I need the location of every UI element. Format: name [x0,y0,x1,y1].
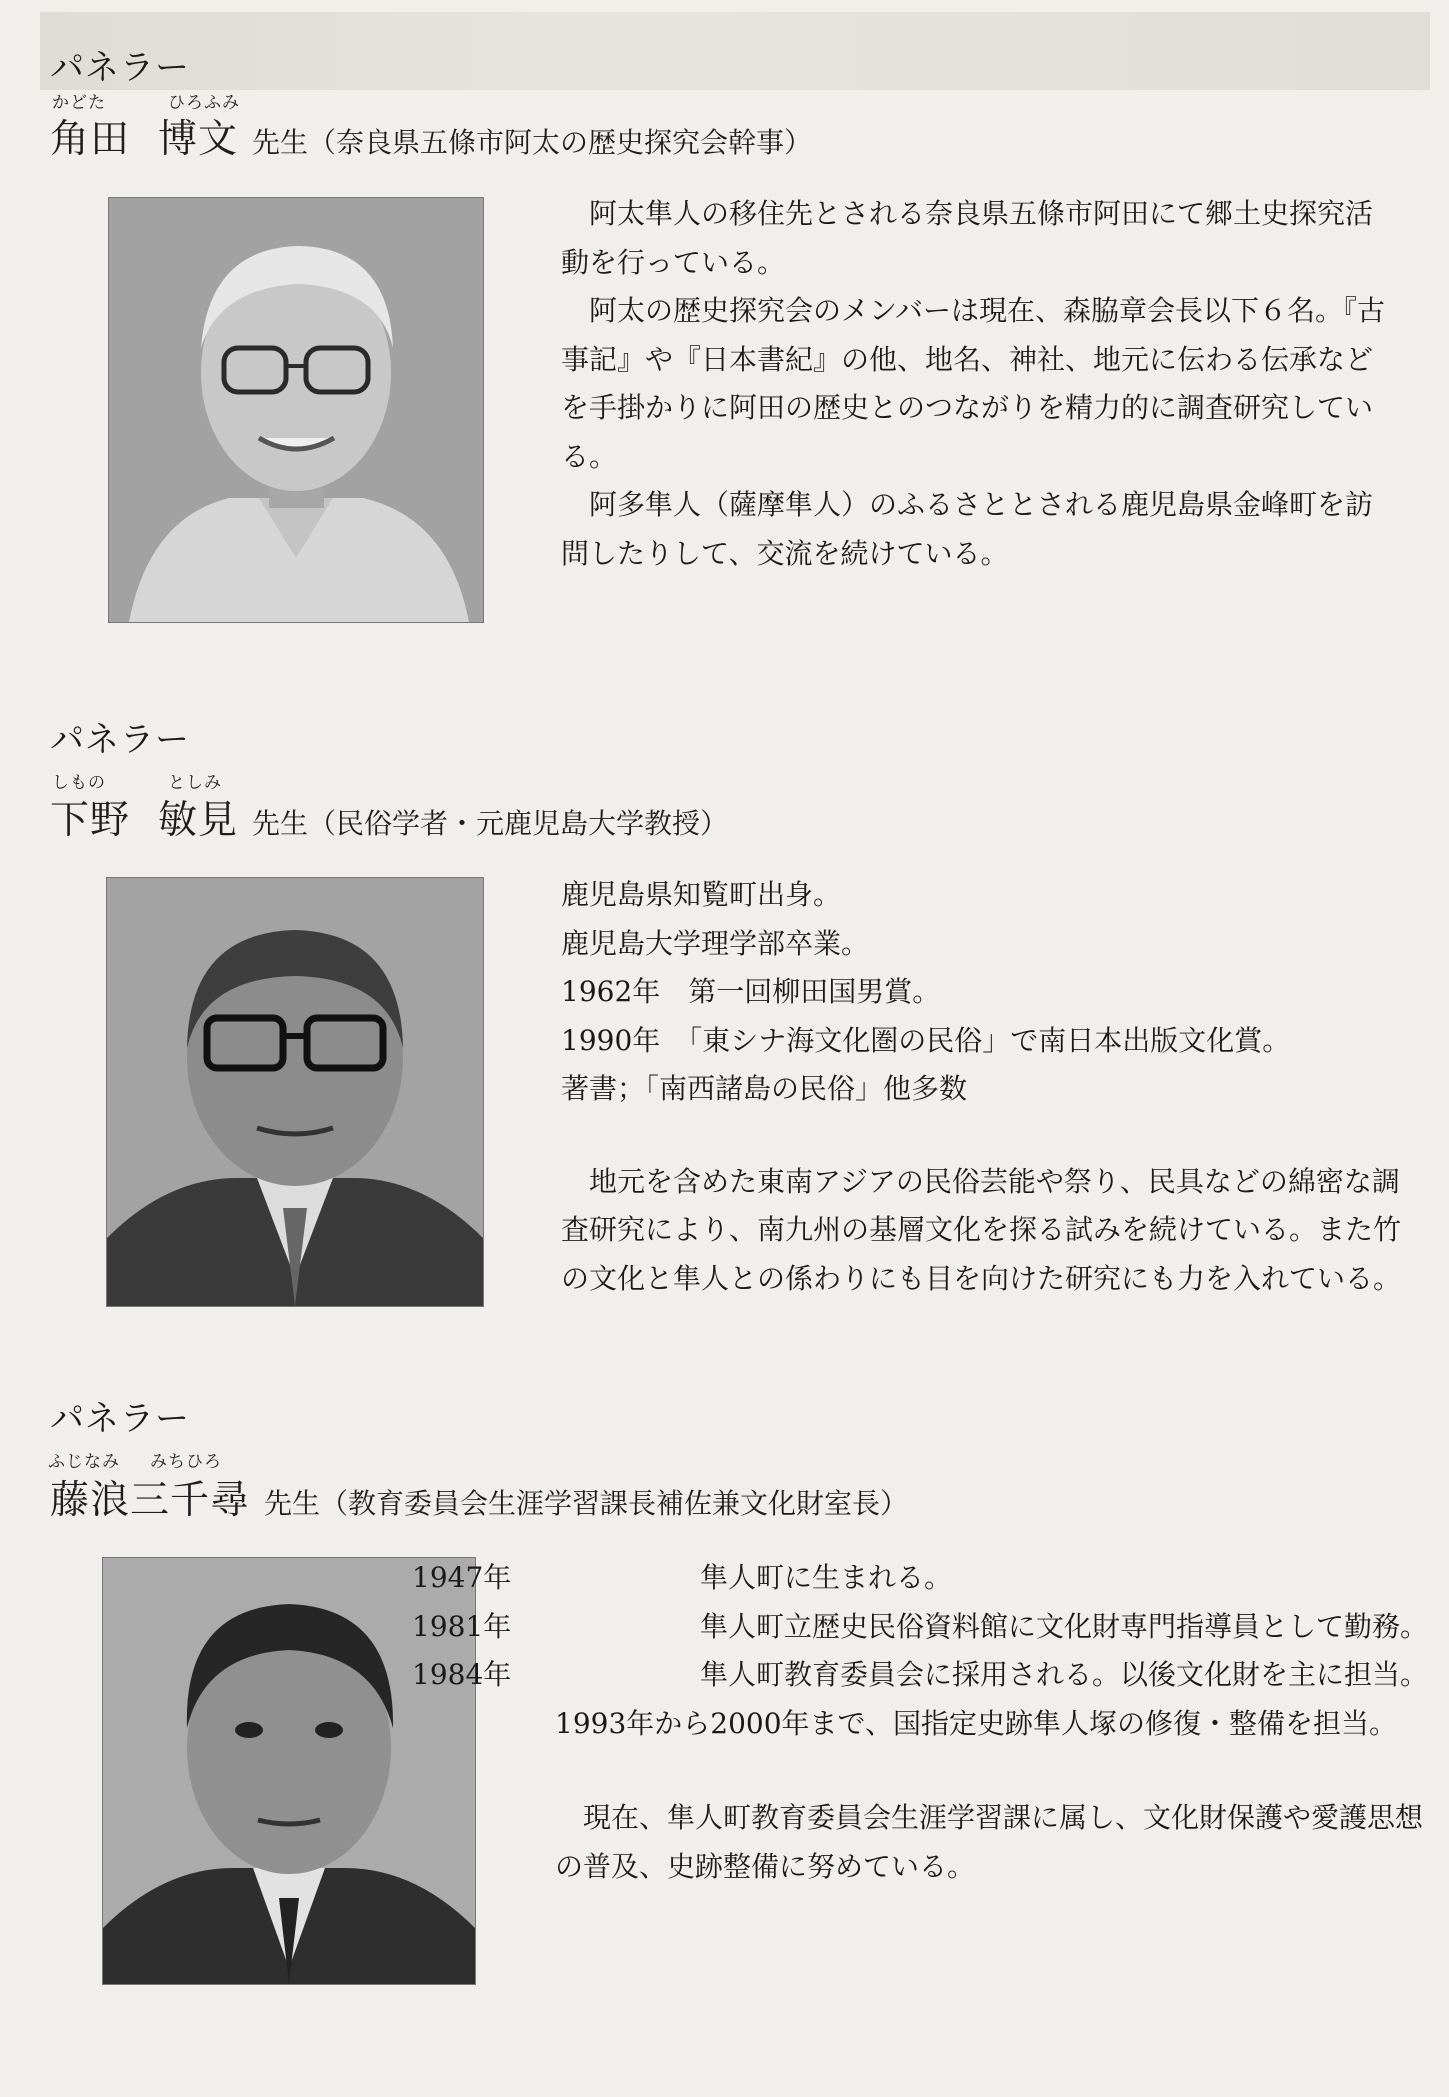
history-text: 隼人町に生まれる。 [700,1561,953,1594]
history-item [412,1651,1435,1700]
portrait-photo [107,878,483,1306]
history-text: 隼人町立歴史民俗資料館に文化財専門指導員として勤務。 [700,1609,1429,1643]
name-ruby-family: かどた [52,93,106,113]
panelist-bio [412,1554,1435,1891]
history-range: 1993年から2000年まで、国指定史跡隼人塚の修復・整備を担当。 [555,1706,1397,1740]
panelist-title: 先生（奈良県五條市阿太の歴史探究会幹事） [252,126,813,159]
panelist-bio [561,871,1421,1303]
name-ruby-family: ふじなみ [48,1452,120,1472]
panelist-family-name: 下野 [50,798,131,843]
bio-line: 著書；「南西諸島の民俗」他多数 [561,1072,968,1105]
bio-line: 1990年 「東シナ海文化圏の民俗」で南日本出版文化賞。 [561,1023,1291,1057]
panelist-given-name: 博文 [158,117,239,162]
panelist-family-name: 藤浪三千尋 [50,1478,251,1523]
name-ruby-family: しもの [52,773,106,793]
bio-paragraph: 地元を含めた東南アジアの民俗芸能や祭り、民具などの綿密な調査研究により、南九州の基層文化を探る試みを続けている。また竹の文化と隼人との係わりにも目を向けた研究にも力を入れている。 [561,1164,1402,1295]
name-ruby-given: ひろふみ [168,93,240,113]
portrait-photo [109,198,483,622]
bio-line: 鹿児島県知覧町出身。 [561,878,842,911]
panelist-title: 先生（教育委員会生涯学習課長補佐兼文化財室長） [264,1487,909,1520]
history-item [412,1603,1435,1652]
panelist-role: パネラー [50,720,190,760]
panelist-title: 先生（民俗学者・元鹿児島大学教授） [252,807,729,840]
bio-line: 鹿児島大学理学部卒業。 [561,926,870,960]
panelist-role: パネラー [50,1399,190,1439]
bio-line: 1962年 第一回柳田国男賞。 [561,975,941,1008]
history-year: 1947年 [412,1561,512,1594]
history-year: 1984年 [412,1658,512,1691]
name-ruby-given: としみ [168,773,222,793]
panelist-family-name: 角田 [50,117,131,162]
history-item [412,1554,1435,1603]
panelist-role: パネラー [50,48,190,88]
bio-paragraph: 阿太の歴史探究会のメンバーは現在、森脇章会長以下６名。『古事記』や『日本書紀』の他、地名、神社、地元に伝わる伝承などを手掛かりに阿田の歴史とのつながりを精力的に調査研究している。 [561,294,1386,473]
history-text: 隼人町教育委員会に採用される。以後文化財を主に担当。 [700,1658,1429,1691]
history-year: 1981年 [412,1609,512,1643]
header-band [40,12,1430,90]
name-ruby-given: みちひろ [150,1452,222,1472]
bio-paragraph: 現在、隼人町教育委員会生涯学習課に属し、文化財保護や愛護思想の普及、史跡整備に努めている。 [555,1801,1424,1883]
panelist-bio [561,190,1391,578]
bio-paragraph: 阿太隼人の移住先とされる奈良県五條市阿田にて郷土史探究活動を行っている。 [561,197,1374,279]
panelist-given-name: 敏見 [158,798,239,843]
bio-paragraph: 阿多隼人（薩摩隼人）のふるさととされる鹿児島県金峰町を訪問したりして、交流を続けている。 [561,488,1374,570]
